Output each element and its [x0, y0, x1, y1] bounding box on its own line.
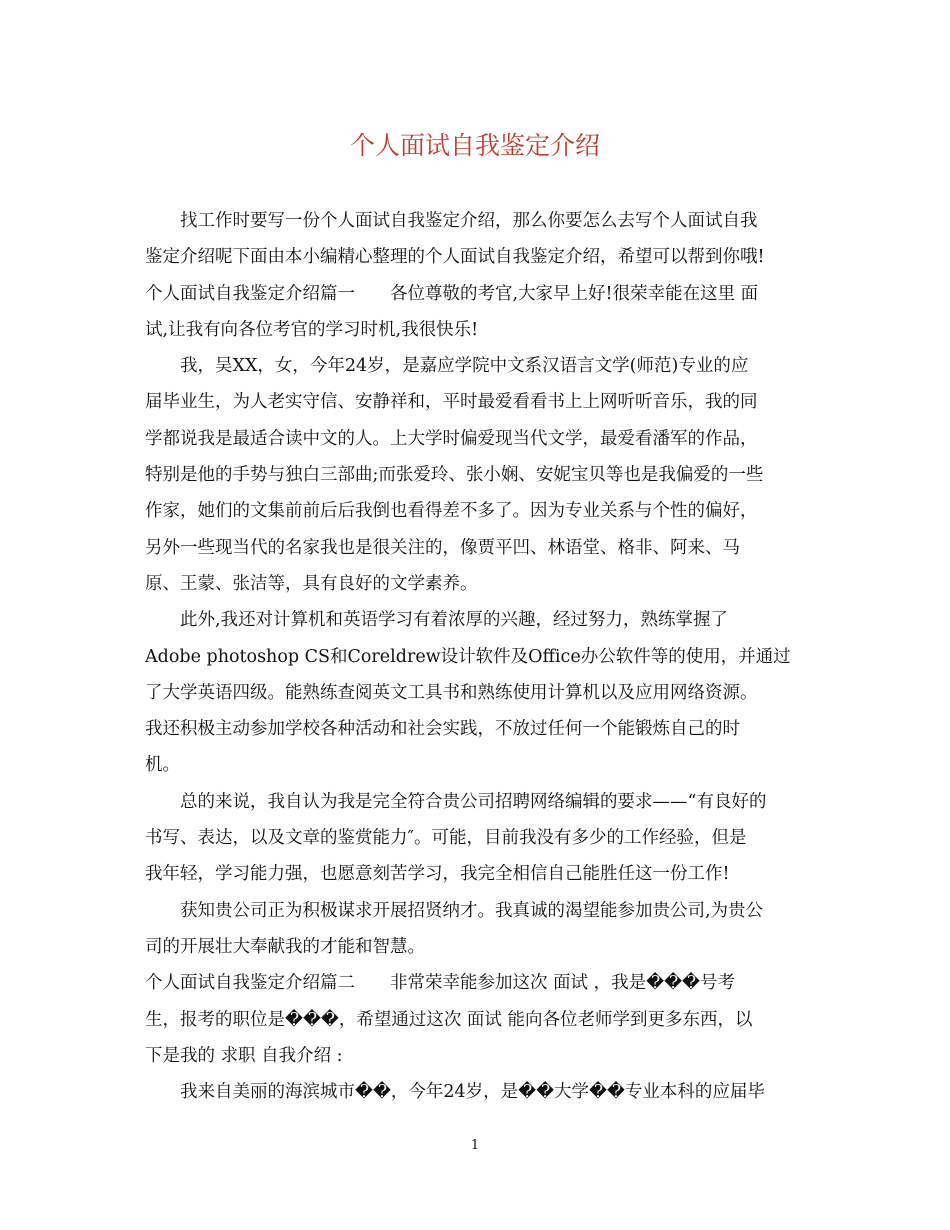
page-number: 1	[470, 1138, 480, 1153]
text-line: 生，报考的职位是���，希望通过这次 面试 能向各位老师学到更多东西，以	[145, 1009, 753, 1030]
text-line: 总的来说，我自认为我是完全符合贵公司招聘网络编辑的要求——“有良好的	[180, 791, 767, 812]
text-line: 了大学英语四级。能熟练查阅英文工具书和熟练使用计算机以及应用网络资源。	[145, 682, 758, 703]
text-line: 我还积极主动参加学校各种活动和社会实践，不放过任何一个能锻炼自己的时	[145, 719, 740, 740]
text-line: 我，吴XX，女，今年24岁，是嘉应学院中文系汉语言文学(师范)专业的应	[180, 356, 749, 377]
text-line: 个人面试自我鉴定介绍篇二 非常荣幸能参加这次 面试 ，我是���号考	[145, 973, 735, 994]
text-line: 我年轻，学习能力强，也愿意刻苦学习，我完全相信自己能胜任这一份工作!	[145, 864, 730, 885]
text-line: 鉴定介绍呢下面由本小编精心整理的个人面试自我鉴定介绍，希望可以帮到你哦!	[145, 247, 765, 268]
text-line: 书写、表达，以及文章的鉴赏能力″。可能，目前我没有多少的工作经验，但是	[145, 828, 747, 849]
text-line: 机。	[145, 755, 180, 776]
text-line: 我来自美丽的海滨城市��，今年24岁，是��大学��专业本科的应届毕	[180, 1082, 765, 1103]
text-line: 学都说我是最适合读中文的人。上大学时偏爱现当代文学，最爱看潘军的作品，	[145, 428, 758, 449]
text-line: 下是我的 求职 自我介绍 :	[145, 1045, 343, 1066]
text-line: 试,让我有向各位考官的学习时机,我很快乐!	[145, 319, 479, 340]
text-line: Adobe photoshop CS和Coreldrew设计软件及Office办公软件等的使用，并通过	[145, 646, 791, 667]
text-line: 届毕业生，为人老实守信、安静祥和，平时最爱看看书上上网听听音乐，我的同	[145, 392, 758, 413]
text-line: 个人面试自我鉴定介绍篇一 各位尊敬的考官,大家早上好!很荣幸能在这里 面	[145, 283, 759, 304]
text-line: 原、王蒙、张洁等，具有良好的文学素养。	[145, 573, 478, 594]
text-line: 另外一些现当代的名家我也是很关注的，像贾平凹、林语堂、格非、阿来、马	[145, 537, 740, 558]
text-line: 特别是他的手势与独白三部曲;而张爱玲、张小娴、安妮宝贝等也是我偏爱的一些	[145, 465, 764, 486]
text-line: 作家，她们的文集前前后后我倒也看得差不多了。因为专业关系与个性的偏好，	[145, 501, 758, 522]
document-title: 个人面试自我鉴定介绍	[349, 131, 600, 160]
text-line: 找工作时要写一份个人面试自我鉴定介绍，那么你要怎么去写个人面试自我	[180, 211, 758, 231]
text-line: 此外,我还对计算机和英语学习有着浓厚的兴趣，经过努力，熟练掌握了	[180, 610, 729, 631]
document-body	[145, 203, 810, 1110]
text-line: 司的开展壮大奉献我的才能和智慧。	[145, 936, 425, 957]
text-line: 获知贵公司正为积极谋求开展招贤纳才。我真诚的渴望能参加贵公司,为贵公	[180, 900, 764, 921]
